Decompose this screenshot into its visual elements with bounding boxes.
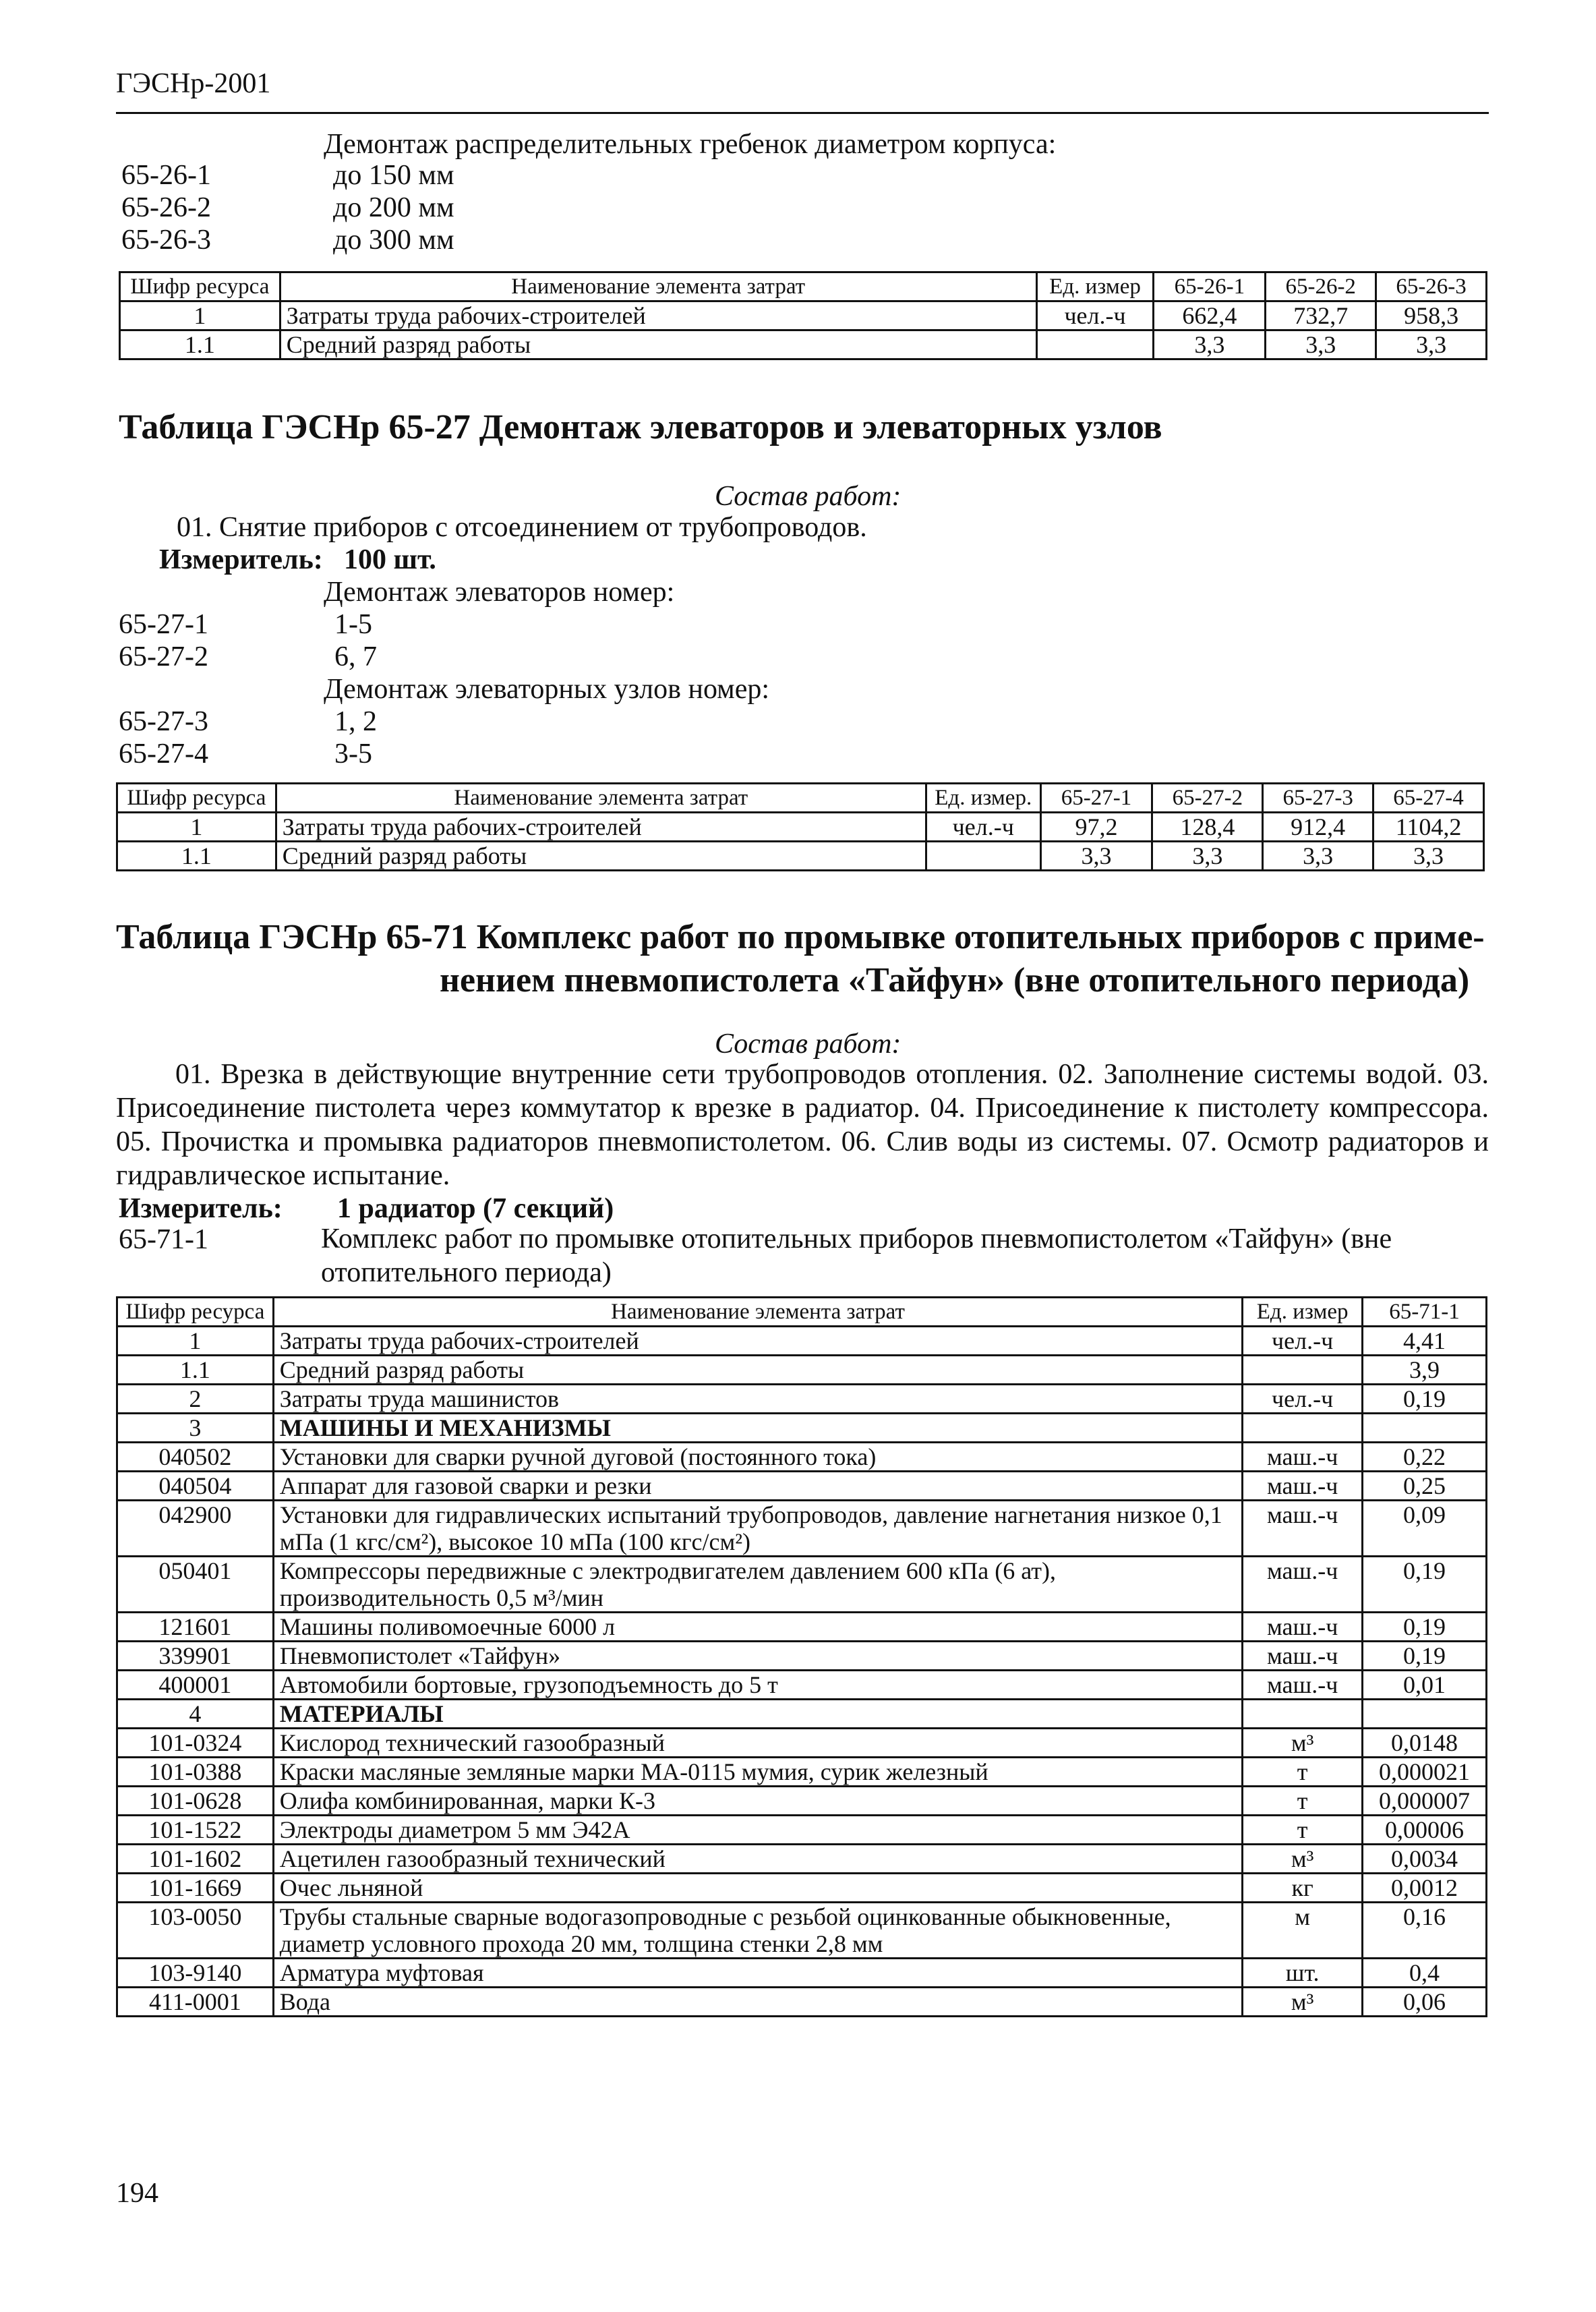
value: 0,0034 <box>1363 1845 1487 1874</box>
resource-name: Установки для гидравлических испытаний трубопроводов, давление нагнетания низкое 0,1 мПа (1 кгс/см²), высокое 10 мПа (100 кгс/см²) <box>273 1501 1242 1557</box>
unit <box>1036 330 1154 359</box>
table-row <box>117 1903 1487 1959</box>
unit <box>926 842 1040 871</box>
column-header: Шифр ресурса <box>117 784 276 813</box>
resource-code: 1 <box>117 1327 274 1356</box>
running-header: ГЭСНр-2001 <box>116 68 271 99</box>
unit: т <box>1243 1816 1363 1845</box>
table-row <box>117 1443 1487 1472</box>
value: 97,2 <box>1040 813 1152 842</box>
item-code: 65-26-2 <box>121 192 211 223</box>
column-header: Наименование элемента затрат <box>276 784 926 813</box>
composition-label: Состав работ: <box>715 1029 902 1060</box>
resource-code: 339901 <box>117 1642 274 1671</box>
value: 0,000007 <box>1363 1787 1487 1816</box>
unit: маш.-ч <box>1243 1472 1363 1501</box>
resource-table-65-26 <box>119 271 1487 360</box>
table-row <box>117 1356 1487 1385</box>
column-header: 65-26-1 <box>1154 272 1266 301</box>
resource-name: Средний разряд работы <box>280 330 1036 359</box>
table-row <box>117 1758 1487 1787</box>
value: 0,19 <box>1363 1557 1487 1613</box>
section-title-continued: нением пневмопистолета «Тайфун» (вне отопительного периода) <box>440 961 1470 1000</box>
resource-code: 2 <box>117 1385 274 1414</box>
column-header: Шифр ресурса <box>117 1298 274 1327</box>
unit: чел.-ч <box>1243 1385 1363 1414</box>
resource-code: 1 <box>120 301 280 330</box>
resource-name: Машины поливомоечные 6000 л <box>273 1613 1242 1642</box>
resource-name: Затраты труда рабочих-строителей <box>276 813 926 842</box>
work-description: 01. Врезка в действующие внутренние сети трубопроводов отопления. 02. Заполнение системы водой. 03. Присоединение пистолета через коммутатор к врезке в радиатор. 04. Присоединение к пистолету компрессора. 05. Прочистка и промывка радиаторов пневмопистолетом. 06. Слив воды из системы. 07. Осмотр радиаторов и гидравлическое испытание. <box>116 1059 1489 1191</box>
unit: шт. <box>1243 1959 1363 1988</box>
value: 128,4 <box>1152 813 1263 842</box>
unit: чел.-ч <box>1243 1327 1363 1356</box>
header-rule <box>116 112 1489 114</box>
resource-name: Краски масляные земляные марки МА-0115 мумия, сурик железный <box>273 1758 1242 1787</box>
table-row <box>117 813 1484 842</box>
value: 912,4 <box>1263 813 1373 842</box>
resource-table-65-71 <box>116 1296 1487 2017</box>
value: 732,7 <box>1266 301 1376 330</box>
resource-code: 101-1602 <box>117 1845 274 1874</box>
resource-name: Затраты труда машинистов <box>273 1385 1242 1414</box>
section-title: Таблица ГЭСНр 65-27 Демонтаж элеваторов и элеваторных узлов <box>119 408 1162 446</box>
page-number: 194 <box>116 2178 158 2209</box>
value: 4,41 <box>1363 1327 1487 1356</box>
resource-code: 101-0324 <box>117 1729 274 1758</box>
resource-name: Средний разряд работы <box>273 1356 1242 1385</box>
table-body <box>117 1327 1487 2017</box>
resource-code: 040502 <box>117 1443 274 1472</box>
column-header: 65-26-3 <box>1376 272 1487 301</box>
unit <box>1243 1700 1363 1729</box>
resource-name: Компрессоры передвижные с электродвигателем давлением 600 кПа (6 ат), производительность 0,5 м³/мин <box>273 1557 1242 1613</box>
value: 0,0148 <box>1363 1729 1487 1758</box>
table-row <box>117 1327 1487 1356</box>
value: 3,3 <box>1373 842 1484 871</box>
value: 3,3 <box>1263 842 1373 871</box>
value: 958,3 <box>1376 301 1487 330</box>
section-title: Таблица ГЭСНр 65-71 Комплекс работ по промывке отопительных приборов с приме- <box>116 918 1485 956</box>
unit: чел.-ч <box>926 813 1040 842</box>
value: 0,06 <box>1363 1988 1487 2017</box>
value: 0,01 <box>1363 1671 1487 1700</box>
resource-table-65-27 <box>116 782 1485 871</box>
resource-code: 042900 <box>117 1501 274 1557</box>
unit: м <box>1243 1903 1363 1959</box>
resource-code: 3 <box>117 1414 274 1443</box>
sec1-intro: Демонтаж распределительных гребенок диаметром корпуса: <box>324 129 1057 160</box>
table-row <box>120 301 1487 330</box>
item-text: Комплекс работ по промывке отопительных приборов пневмопистолетом «Тайфун» (вне отопительного периода) <box>321 1223 1392 1288</box>
column-header: 65-71-1 <box>1363 1298 1487 1327</box>
unit: маш.-ч <box>1243 1613 1363 1642</box>
value: 662,4 <box>1154 301 1266 330</box>
item-text: 6, 7 <box>334 641 377 672</box>
resource-code: 101-1669 <box>117 1874 274 1903</box>
unit: маш.-ч <box>1243 1671 1363 1700</box>
resource-name: Очес льняной <box>273 1874 1242 1903</box>
resource-code: 121601 <box>117 1613 274 1642</box>
value: 0,00006 <box>1363 1816 1487 1845</box>
unit: м³ <box>1243 1729 1363 1758</box>
unit: м³ <box>1243 1845 1363 1874</box>
resource-code: 101-0388 <box>117 1758 274 1787</box>
item-code: 65-27-3 <box>119 706 208 737</box>
value: 0,0012 <box>1363 1874 1487 1903</box>
column-header: Шифр ресурса <box>120 272 280 301</box>
unit: т <box>1243 1758 1363 1787</box>
meter-label: Измеритель: <box>159 544 323 575</box>
column-header: 65-27-2 <box>1152 784 1263 813</box>
resource-code: 4 <box>117 1700 274 1729</box>
column-header: Ед. измер. <box>926 784 1040 813</box>
table-row <box>117 1501 1487 1557</box>
value: 0,16 <box>1363 1903 1487 1959</box>
work-step: 01. Снятие приборов с отсоединением от трубопроводов. <box>177 512 867 543</box>
unit: чел.-ч <box>1036 301 1154 330</box>
table-header-row <box>117 1298 1487 1327</box>
item-code: 65-26-3 <box>121 225 211 256</box>
column-header: 65-26-2 <box>1266 272 1376 301</box>
resource-code: 1.1 <box>117 842 276 871</box>
value: 3,3 <box>1152 842 1263 871</box>
table-row <box>117 1385 1487 1414</box>
resource-name: МАТЕРИАЛЫ <box>273 1700 1242 1729</box>
table-row <box>117 1557 1487 1613</box>
table-row <box>120 330 1487 359</box>
item-code: 65-27-1 <box>119 609 208 640</box>
column-header: 65-27-4 <box>1373 784 1484 813</box>
group-heading: Демонтаж элеваторных узлов номер: <box>324 674 770 705</box>
resource-name: Кислород технический газообразный <box>273 1729 1242 1758</box>
meter-label: Измеритель: <box>119 1193 283 1224</box>
value: 1104,2 <box>1373 813 1484 842</box>
group-heading: Демонтаж элеваторов номер: <box>324 577 675 608</box>
table-row <box>117 1671 1487 1700</box>
item-text: 1, 2 <box>334 706 377 737</box>
resource-code: 1.1 <box>120 330 280 359</box>
unit <box>1243 1414 1363 1443</box>
value: 0,19 <box>1363 1613 1487 1642</box>
value: 3,3 <box>1376 330 1487 359</box>
column-header: 65-27-3 <box>1263 784 1373 813</box>
value: 3,9 <box>1363 1356 1487 1385</box>
resource-code: 101-1522 <box>117 1816 274 1845</box>
table-row <box>117 1874 1487 1903</box>
unit: т <box>1243 1787 1363 1816</box>
value: 0,000021 <box>1363 1758 1487 1787</box>
resource-name: Затраты труда рабочих-строителей <box>280 301 1036 330</box>
unit: м³ <box>1243 1988 1363 2017</box>
item-code: 65-71-1 <box>119 1224 208 1255</box>
column-header: Наименование элемента затрат <box>280 272 1036 301</box>
unit: кг <box>1243 1874 1363 1903</box>
table-row <box>117 1845 1487 1874</box>
resource-name: Установки для сварки ручной дуговой (постоянного тока) <box>273 1443 1242 1472</box>
column-header: Ед. измер <box>1036 272 1154 301</box>
value <box>1363 1414 1487 1443</box>
meter-value: 1 радиатор (7 секций) <box>337 1193 614 1224</box>
resource-name: Олифа комбинированная, марки К-3 <box>273 1787 1242 1816</box>
item-text: 3-5 <box>334 739 372 770</box>
resource-name: Трубы стальные сварные водогазопроводные с резьбой оцинкованные обыкновенные, диаметр условного прохода 20 мм, толщина стенки 2,8 мм <box>273 1903 1242 1959</box>
item-text: 1-5 <box>334 609 372 640</box>
resource-name: Затраты труда рабочих-строителей <box>273 1327 1242 1356</box>
resource-code: 103-9140 <box>117 1959 274 1988</box>
resource-name: Аппарат для газовой сварки и резки <box>273 1472 1242 1501</box>
item-text: до 300 мм <box>333 225 454 256</box>
resource-name: Вода <box>273 1988 1242 2017</box>
resource-code: 050401 <box>117 1557 274 1613</box>
column-header: Наименование элемента затрат <box>273 1298 1242 1327</box>
resource-name: Автомобили бортовые, грузоподъемность до 5 т <box>273 1671 1242 1700</box>
item-text: до 150 мм <box>333 160 454 191</box>
meter-value: 100 шт. <box>344 544 436 575</box>
table-row <box>117 1959 1487 1988</box>
table-row <box>117 1642 1487 1671</box>
unit <box>1243 1356 1363 1385</box>
value <box>1363 1700 1487 1729</box>
resource-code: 1 <box>117 813 276 842</box>
table-row <box>117 1472 1487 1501</box>
value: 0,22 <box>1363 1443 1487 1472</box>
value: 0,25 <box>1363 1472 1487 1501</box>
resource-name: Электроды диаметром 5 мм Э42А <box>273 1816 1242 1845</box>
value: 3,3 <box>1266 330 1376 359</box>
item-code: 65-27-4 <box>119 739 208 770</box>
value: 0,4 <box>1363 1959 1487 1988</box>
unit: маш.-ч <box>1243 1501 1363 1557</box>
unit: маш.-ч <box>1243 1557 1363 1613</box>
table-row <box>117 1729 1487 1758</box>
resource-code: 103-0050 <box>117 1903 274 1959</box>
column-header: 65-27-1 <box>1040 784 1152 813</box>
resource-code: 040504 <box>117 1472 274 1501</box>
table-header-row <box>117 784 1484 813</box>
table-row <box>117 1787 1487 1816</box>
table-section-row <box>117 1700 1487 1729</box>
table-row <box>117 1816 1487 1845</box>
value: 0,19 <box>1363 1385 1487 1414</box>
resource-name: Пневмопистолет «Тайфун» <box>273 1642 1242 1671</box>
table-row <box>117 1613 1487 1642</box>
resource-code: 411-0001 <box>117 1988 274 2017</box>
value: 3,3 <box>1154 330 1266 359</box>
item-code: 65-26-1 <box>121 160 211 191</box>
resource-name: Ацетилен газообразный технический <box>273 1845 1242 1874</box>
item-code: 65-27-2 <box>119 641 208 672</box>
table-header-row <box>120 272 1487 301</box>
resource-name: Средний разряд работы <box>276 842 926 871</box>
resource-code: 400001 <box>117 1671 274 1700</box>
item-text: до 200 мм <box>333 192 454 223</box>
value: 3,3 <box>1040 842 1152 871</box>
resource-code: 101-0628 <box>117 1787 274 1816</box>
resource-name: МАШИНЫ И МЕХАНИЗМЫ <box>273 1414 1242 1443</box>
resource-name: Арматура муфтовая <box>273 1959 1242 1988</box>
composition-label: Состав работ: <box>715 481 902 512</box>
resource-code: 1.1 <box>117 1356 274 1385</box>
table-row <box>117 842 1484 871</box>
unit: маш.-ч <box>1243 1443 1363 1472</box>
table-section-row <box>117 1414 1487 1443</box>
unit: маш.-ч <box>1243 1642 1363 1671</box>
table-row <box>117 1988 1487 2017</box>
value: 0,19 <box>1363 1642 1487 1671</box>
column-header: Ед. измер <box>1243 1298 1363 1327</box>
value: 0,09 <box>1363 1501 1487 1557</box>
